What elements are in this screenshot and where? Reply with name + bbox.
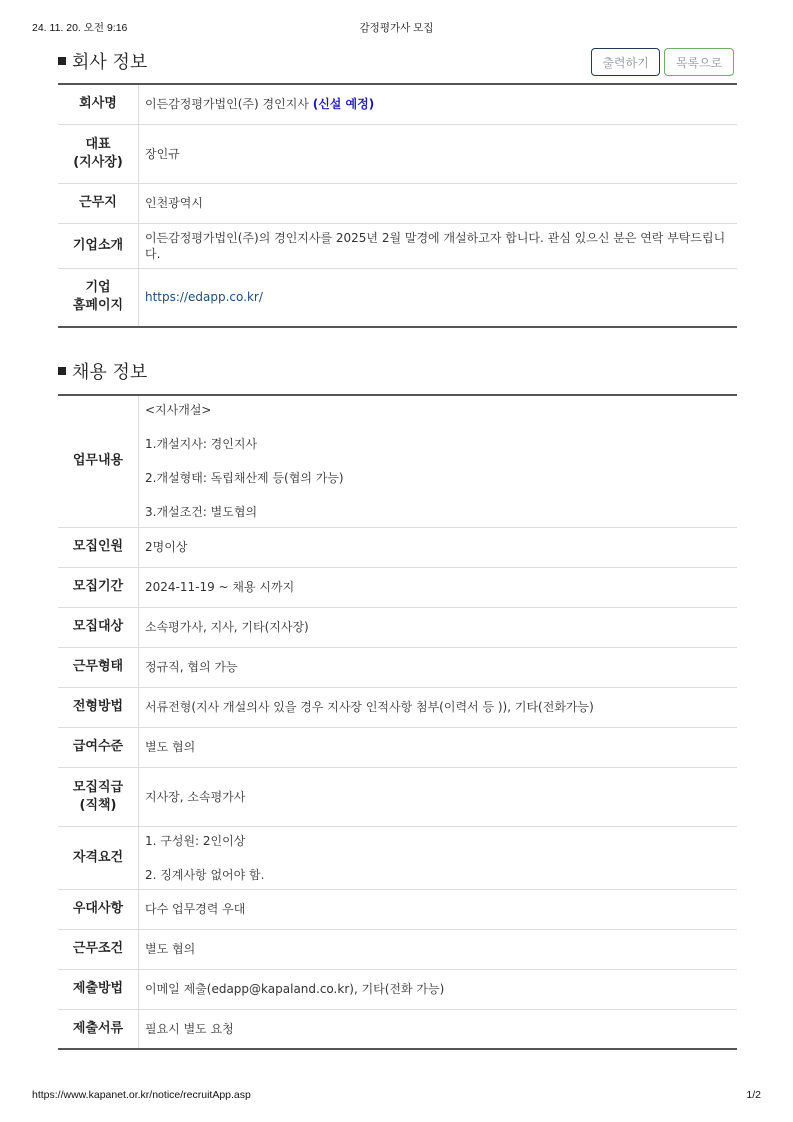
table-row <box>58 969 737 1009</box>
recruit-info-table <box>58 394 737 1050</box>
recruit-heading-text: 채용 정보 <box>72 362 148 383</box>
square-bullet-icon <box>58 57 66 65</box>
company-name-cell <box>139 84 738 124</box>
print-button[interactable]: 출력하기 <box>591 48 660 76</box>
list-button[interactable]: 목록으로 <box>664 48 734 76</box>
process-value: 서류전형(지사 개설의사 있을 경우 지사장 인적사항 첨부(이력서 등 )), 기타(전화가능) <box>145 700 594 714</box>
row-label: 자격요건 <box>58 826 139 889</box>
table-row <box>58 1009 737 1049</box>
row-label: 우대사항 <box>58 889 139 929</box>
company-heading-text: 회사 정보 <box>72 52 148 73</box>
period-value: 2024-11-19 ~ 채용 시까지 <box>145 580 295 594</box>
ceo-label-line2: (지사장) <box>73 154 123 170</box>
duty-line: <지사개설> <box>145 403 212 418</box>
duty-line: 3.개설조건: 별도협의 <box>145 505 258 520</box>
new-branch-badge: (신설 예정) <box>312 97 375 112</box>
row-label <box>58 767 139 826</box>
salary-value: 별도 협의 <box>145 740 196 754</box>
ceo-value: 장인규 <box>145 146 180 161</box>
position-label-line2: (직책) <box>79 797 117 813</box>
footer-url: https://www.kapanet.or.kr/notice/recruitApp.asp <box>32 1089 251 1101</box>
company-name: 이든감정평가법인(주) 경인지사 <box>145 97 309 112</box>
square-bullet-icon <box>58 367 66 375</box>
row-label: 모집대상 <box>58 607 139 647</box>
ceo-label-line1: 대표 <box>85 136 111 152</box>
homepage-label-line2: 홈페이지 <box>72 298 124 314</box>
table-row <box>58 826 737 889</box>
print-datetime: 24. 11. 20. 오전 9:16 <box>32 22 128 34</box>
row-label: 모집기간 <box>58 567 139 607</box>
headcount-value: 2명이상 <box>145 540 188 554</box>
table-row <box>58 84 737 124</box>
table-row <box>58 767 737 826</box>
docs-value: 필요시 별도 요청 <box>145 1021 234 1036</box>
worktype-value: 정규직, 협의 가능 <box>145 660 238 674</box>
qual-line: 2. 징계사항 없어야 함. <box>145 867 265 882</box>
company-info-table <box>58 83 737 328</box>
recruit-section-heading <box>58 358 147 384</box>
table-row <box>58 607 737 647</box>
qual-cell <box>139 826 738 889</box>
table-row <box>58 567 737 607</box>
target-value: 소속평가사, 지사, 기타(지사장) <box>145 620 309 634</box>
homepage-link[interactable]: https://edapp.co.kr/ <box>145 290 263 305</box>
homepage-cell <box>139 268 738 327</box>
row-label: 근무형태 <box>58 647 139 687</box>
row-label: 전형방법 <box>58 687 139 727</box>
duty-line: 1.개설지사: 경인지사 <box>145 437 258 452</box>
company-section-heading <box>58 48 147 74</box>
position-value: 지사장, 소속평가사 <box>145 789 246 804</box>
table-row <box>58 687 737 727</box>
row-label: 모집인원 <box>58 527 139 567</box>
row-label: 제출방법 <box>58 969 139 1009</box>
homepage-label-line1: 기업 <box>85 280 111 296</box>
location-value: 인천광역시 <box>145 196 203 210</box>
row-label: 제출서류 <box>58 1009 139 1049</box>
row-label: 급여수준 <box>58 727 139 767</box>
print-header <box>0 20 793 36</box>
cond-value: 별도 협의 <box>145 942 196 956</box>
table-row <box>58 727 737 767</box>
pref-value: 다수 업무경력 우대 <box>145 902 246 916</box>
duty-cell <box>139 395 738 527</box>
table-row <box>58 124 737 183</box>
print-footer <box>0 1089 793 1105</box>
qual-line: 1. 구성원: 2인이상 <box>145 833 246 848</box>
row-label: 기업소개 <box>58 223 139 268</box>
table-row <box>58 223 737 268</box>
table-row <box>58 183 737 223</box>
row-label <box>58 268 139 327</box>
submit-value: 이메일 제출(edapp@kapaland.co.kr), 기타(전화 가능) <box>145 982 445 996</box>
row-label: 근무지 <box>58 183 139 223</box>
row-label: 업무내용 <box>58 395 139 527</box>
row-label <box>58 124 139 183</box>
table-row <box>58 527 737 567</box>
footer-page-number: 1/2 <box>746 1089 761 1101</box>
table-row <box>58 268 737 327</box>
table-row <box>58 929 737 969</box>
row-label: 회사명 <box>58 84 139 124</box>
row-label: 근무조건 <box>58 929 139 969</box>
position-label-line1: 모집직급 <box>72 779 124 795</box>
table-row <box>58 889 737 929</box>
duty-line: 2.개설형태: 독립채산제 등(협의 가능) <box>145 471 344 486</box>
table-row <box>58 395 737 527</box>
intro-value: 이든감정평가법인(주)의 경인지사를 2025년 2월 말경에 개설하고자 합니다. 관심 있으신 분은 연락 부탁드립니다. <box>145 230 726 261</box>
print-title: 감정평가사 모집 <box>359 22 434 34</box>
table-row <box>58 647 737 687</box>
